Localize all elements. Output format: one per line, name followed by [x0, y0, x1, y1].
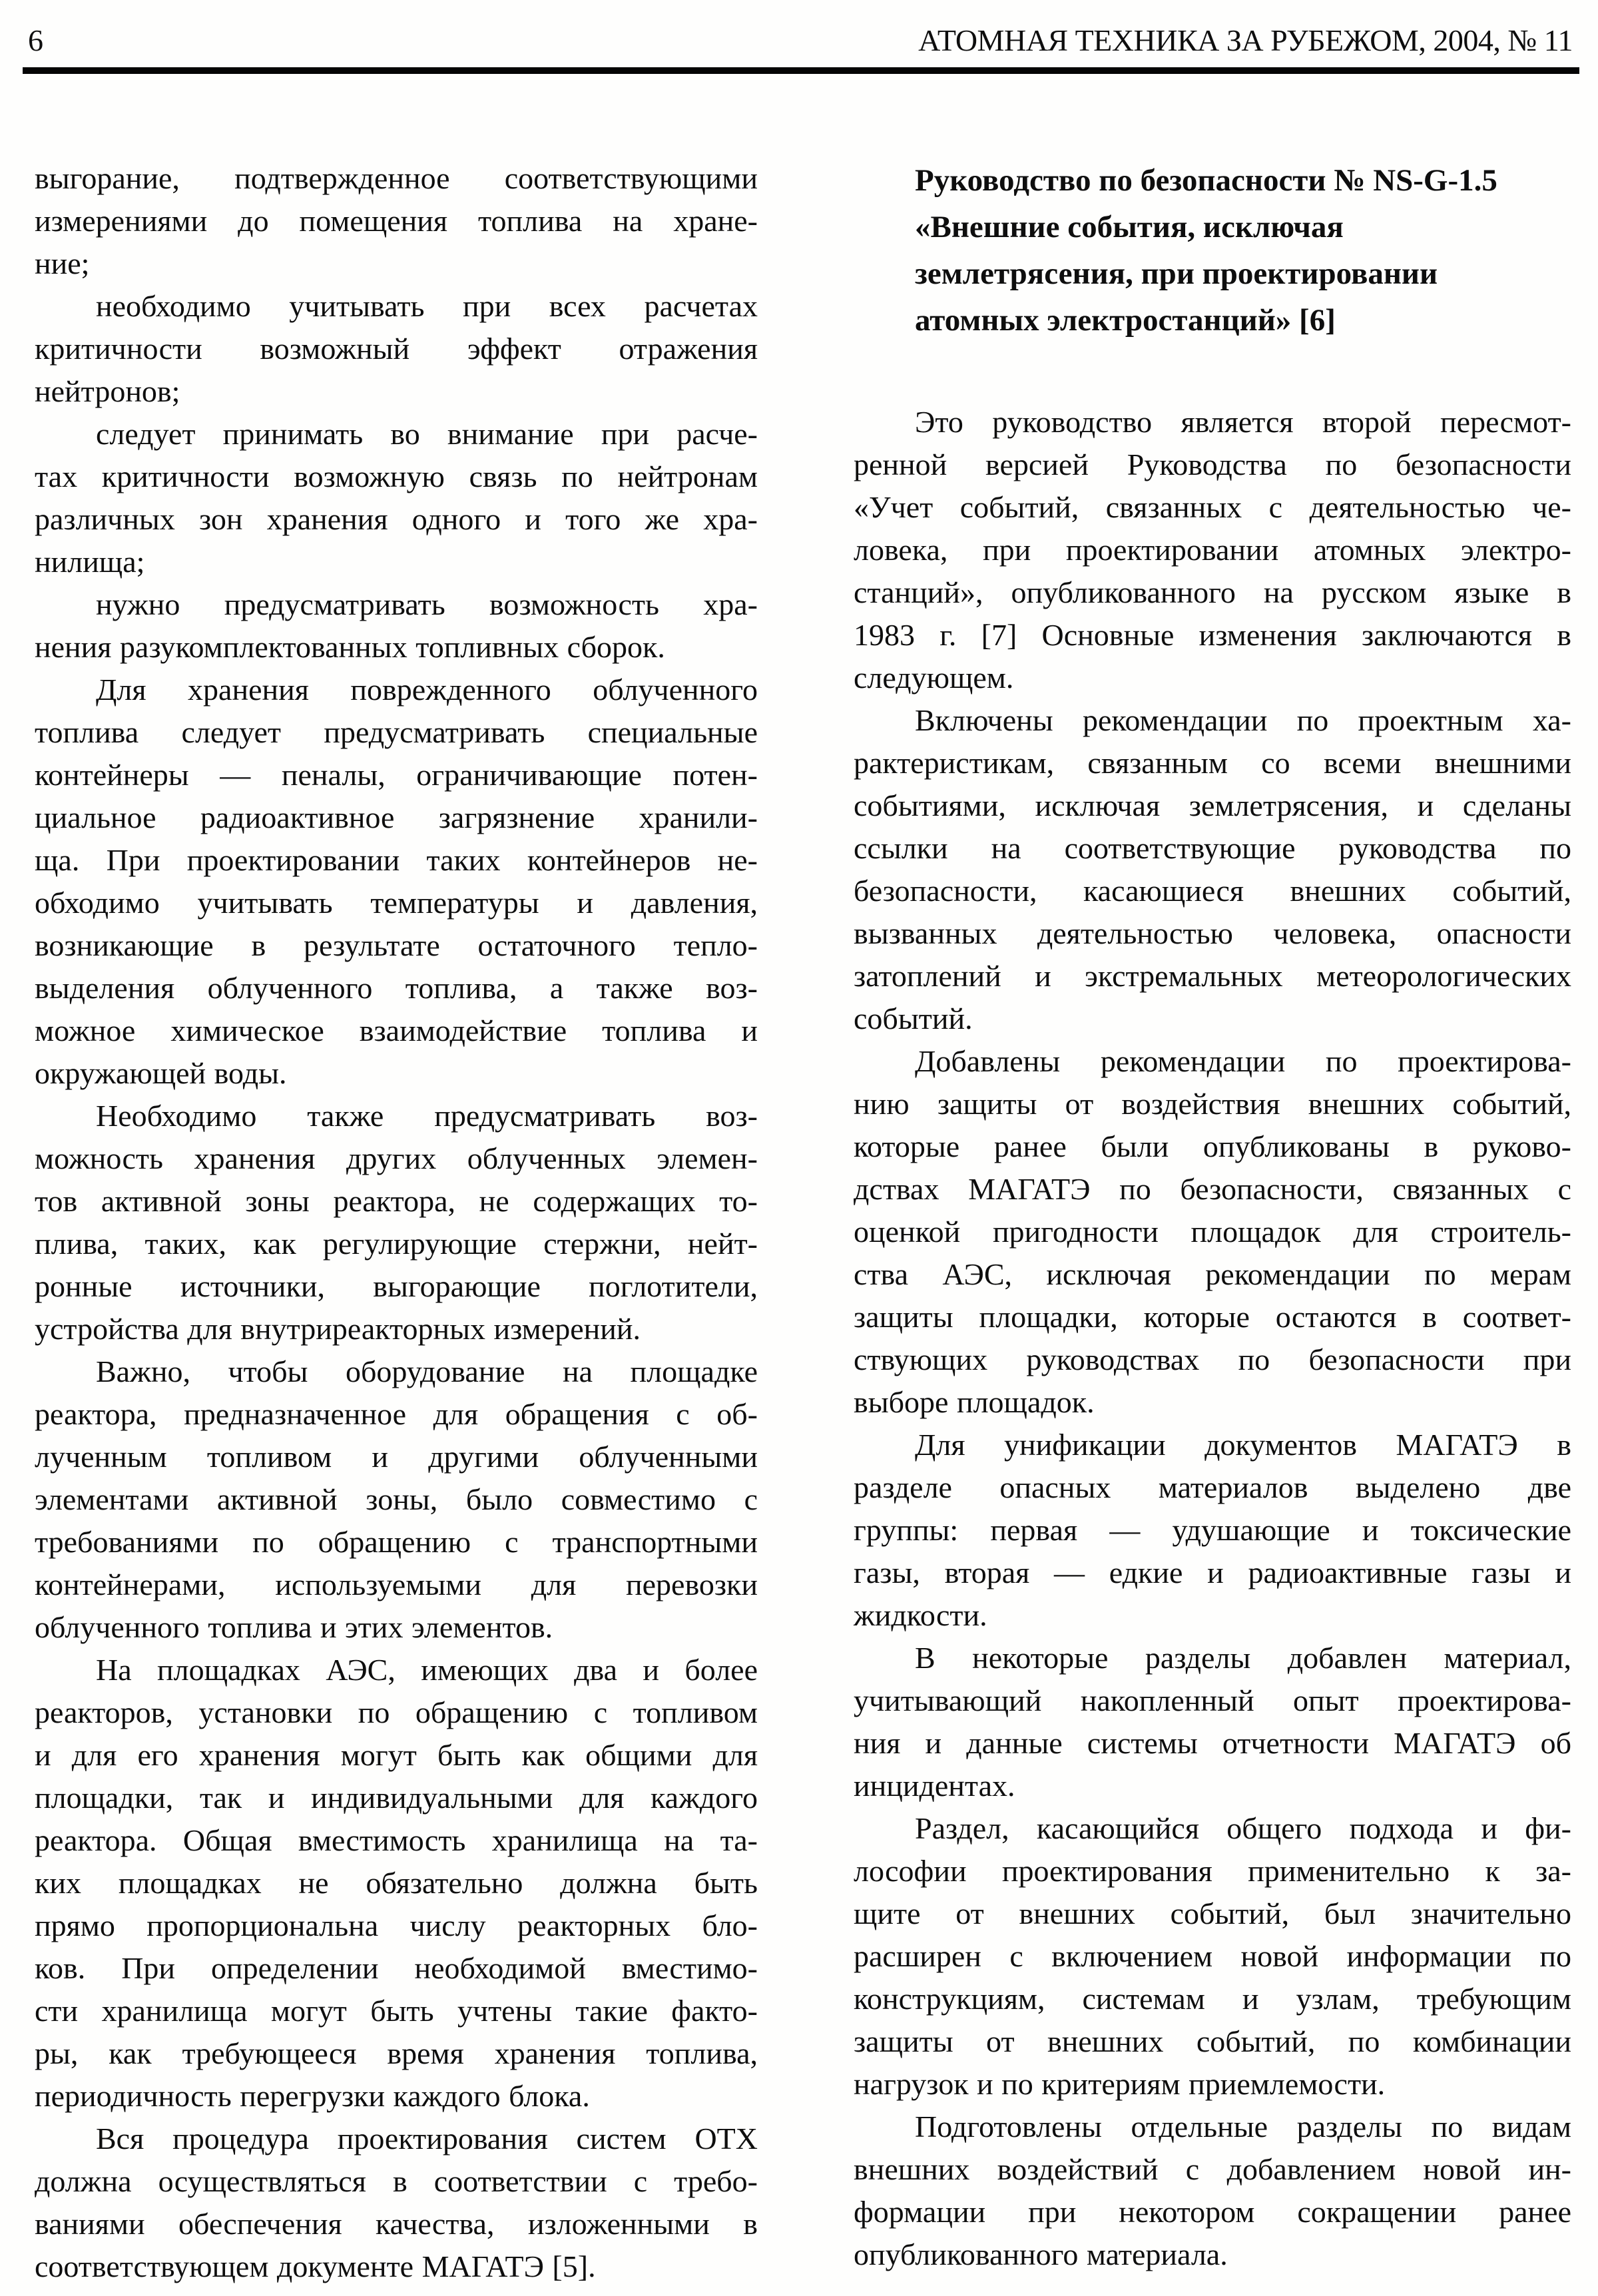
text-line: окружающей воды. — [35, 1056, 287, 1090]
text-line: нилища; — [35, 545, 145, 579]
text-line: Это руководство является второй пересмот- — [915, 405, 1571, 439]
text-line: событий. — [854, 1002, 973, 1035]
text-line: ренной версией Руководства по безопасности — [854, 447, 1571, 481]
text-line: контейнеры — пеналы, ограничивающие потен- — [35, 758, 758, 792]
text-line: обходимо учитывать температуры и давления, — [35, 886, 758, 920]
text-line: затоплений и экстремальных метеорологических — [854, 959, 1571, 993]
text-line: элементами активной зоны, было совместимо с — [35, 1482, 758, 1516]
section-heading-line: землетрясения, при проектировании — [915, 256, 1438, 291]
text-line: лученным топливом и другими облученными — [35, 1440, 758, 1474]
text-line: рактеристикам, связанным со всеми внешними — [854, 746, 1571, 780]
text-line: В некоторые разделы добавлен материал, — [915, 1641, 1571, 1675]
text-line: Подготовлены отдельные разделы по видам — [915, 2110, 1571, 2144]
text-line: оценкой пригодности площадок для строитель- — [854, 1215, 1571, 1249]
text-line: ния и данные системы отчетности МАГАТЭ об — [854, 1726, 1571, 1760]
text-line: Необходимо также предусматривать воз- — [96, 1099, 758, 1133]
text-line: площадки, так и индивидуальными для каждого — [35, 1781, 758, 1815]
text-line: устройства для внутриреакторных измерений. — [35, 1312, 641, 1346]
text-line: Для хранения поврежденного облученного — [96, 673, 758, 707]
text-line: жидкости. — [854, 1598, 987, 1632]
text-line: ваниями обеспечения качества, изложенными в — [35, 2207, 758, 2241]
text-line: ловека, при проектировании атомных электро- — [854, 533, 1571, 567]
text-line: которые ранее были опубликованы в руково- — [854, 1129, 1571, 1163]
paragraph — [35, 157, 758, 285]
text-line: ссылки на соответствующие руководства по — [854, 831, 1571, 865]
text-line: «Учет событий, связанных с деятельностью че- — [854, 490, 1571, 524]
text-line: критичности возможный эффект отражения — [35, 332, 758, 366]
text-line: выгорание, подтвержденное соответствующими — [35, 161, 758, 195]
section-heading-line: Руководство по безопасности № NS-G-1.5 — [915, 163, 1497, 198]
text-line: должна осуществляться в соответствии с требо- — [35, 2164, 758, 2198]
journal-title: АТОМНАЯ ТЕХНИКА ЗА РУБЕЖОМ, 2004, № 11 — [918, 23, 1573, 57]
text-line: следует принимать во внимание при расче- — [96, 417, 758, 451]
text-line: опубликованного материала. — [854, 2237, 1228, 2271]
header-rule — [23, 67, 1579, 74]
section-heading-line: «Внешние события, исключая — [915, 210, 1344, 244]
text-line: Вся процедура проектирования систем ОТХ — [96, 2122, 758, 2155]
text-line: защиты площадки, которые остаются в соответ- — [854, 1300, 1571, 1334]
text-line: тов активной зоны реактора, не содержащих то- — [35, 1184, 758, 1218]
page-number: 6 — [28, 23, 43, 57]
text-line: нения разукомплектованных топливных сборок. — [35, 630, 665, 664]
text-line: дствах МАГАТЭ по безопасности, связанных с — [854, 1172, 1571, 1206]
text-line: сти хранилища могут быть учтены такие факто- — [35, 1994, 758, 2028]
text-line: и для его хранения могут быть как общими для — [35, 1738, 758, 1772]
section-heading-line: атомных электростанций» [6] — [915, 303, 1336, 338]
text-line: следующем. — [854, 661, 1014, 695]
text-line: ства АЭС, исключая рекомендации по мерам — [854, 1257, 1571, 1291]
text-line: циальное радиоактивное загрязнение хранили- — [35, 800, 758, 834]
text-line: контейнерами, используемыми для перевозки — [35, 1568, 758, 1601]
text-line: реактора. Общая вместимость хранилища на та- — [35, 1823, 758, 1857]
text-line: На площадках АЭС, имеющих два и более — [96, 1653, 758, 1687]
text-line: прямо пропорциональна числу реакторных бло- — [35, 1908, 758, 1942]
text-line: соответствующем документе МАГАТЭ [5]. — [35, 2249, 596, 2283]
text-line: требованиями по обращению с транспортными — [35, 1525, 758, 1559]
text-line: можность хранения других облученных элемен- — [35, 1141, 758, 1175]
text-line: топлива следует предусматривать специальные — [35, 715, 758, 749]
paragraph — [854, 699, 1571, 1040]
text-line: ние; — [35, 246, 90, 280]
paragraph — [854, 1424, 1571, 1637]
paragraph — [35, 413, 758, 583]
paragraph — [854, 1637, 1571, 1807]
text-line: нейтронов; — [35, 374, 180, 408]
text-line: выборе площадок. — [854, 1385, 1095, 1419]
text-line: Раздел, касающийся общего подхода и фи- — [915, 1811, 1571, 1845]
text-line: периодичность перегрузки каждого блока. — [35, 2079, 590, 2113]
text-line: ща. При проектировании таких контейнеров не- — [35, 843, 758, 877]
paragraph — [854, 401, 1571, 699]
text-line: тах критичности возможную связь по нейтронам — [35, 459, 758, 493]
text-line: выделения облученного топлива, а также воз- — [35, 971, 758, 1005]
text-line: нагрузок и по критериям приемлемости. — [854, 2067, 1386, 2101]
paragraph — [35, 1350, 758, 1649]
text-line: вызванных деятельностью человека, опасности — [854, 916, 1571, 950]
text-line: группы: первая — удушающие и токсические — [854, 1513, 1571, 1547]
section-heading — [854, 157, 1571, 344]
text-line: расширен с включением новой информации по — [854, 1939, 1571, 1973]
text-line: ких площадках не обязательно должна быть — [35, 1866, 758, 1900]
text-line: щите от внешних событий, был значительно — [854, 1896, 1571, 1930]
text-line: станций», опубликованного на русском языке в — [854, 575, 1571, 609]
text-line: ствующих руководствах по безопасности при — [854, 1342, 1571, 1376]
text-line: формации при некотором сокращении ранее — [854, 2195, 1571, 2229]
text-line: реактора, предназначенное для обращения с об- — [35, 1397, 758, 1431]
text-line: ронные источники, выгорающие поглотители, — [35, 1269, 758, 1303]
text-line: можное химическое взаимодействие топлива и — [35, 1013, 758, 1047]
left-column — [35, 157, 758, 2288]
text-line: нужно предусматривать возможность хра- — [96, 587, 758, 621]
text-line: безопасности, касающиеся внешних событий, — [854, 874, 1571, 908]
text-line: Добавлены рекомендации по проектирова- — [915, 1044, 1571, 1078]
text-line: Включены рекомендации по проектным ха- — [915, 703, 1571, 737]
text-line: разделе опасных материалов выделено две — [854, 1470, 1571, 1504]
page-header — [27, 21, 1573, 64]
paragraph — [35, 1649, 758, 2118]
text-line: лософии проектирования применительно к за- — [854, 1854, 1571, 1888]
text-line: Для унификации документов МАГАТЭ в — [915, 1428, 1571, 1462]
text-line: возникающие в результате остаточного тепло- — [35, 928, 758, 962]
text-line: ры, как требующееся время хранения топлива, — [35, 2036, 758, 2070]
paragraph — [854, 2106, 1571, 2276]
text-line: учитывающий накопленный опыт проектирова- — [854, 1683, 1571, 1717]
text-line: ков. При определении необходимой вместимо- — [35, 1951, 758, 1985]
paragraph — [35, 669, 758, 1095]
text-line: различных зон хранения одного и того же хра- — [35, 502, 758, 536]
text-line: 1983 г. [7] Основные изменения заключаются в — [854, 618, 1571, 652]
paragraph — [854, 1040, 1571, 1424]
paragraph — [35, 2118, 758, 2288]
text-line: инцидентах. — [854, 1769, 1015, 1803]
text-line: событиями, исключая землетрясения, и сделаны — [854, 788, 1571, 822]
text-line: защиты от внешних событий, по комбинации — [854, 2024, 1571, 2058]
text-line: облученного топлива и этих элементов. — [35, 1610, 553, 1644]
text-line: плива, таких, как регулирующие стержни, нейт- — [35, 1227, 758, 1261]
right-column — [854, 157, 1571, 2276]
text-line: конструкциям, системам и узлам, требующим — [854, 1982, 1571, 2016]
text-line: внешних воздействий с добавлением новой ин- — [854, 2152, 1571, 2186]
text-line: необходимо учитывать при всех расчетах — [96, 289, 758, 323]
paragraph — [35, 1095, 758, 1350]
text-line: реакторов, установки по обращению с топливом — [35, 1695, 758, 1729]
text-line: нию защиты от воздействия внешних событий, — [854, 1087, 1571, 1121]
text-line: газы, вторая — едкие и радиоактивные газы и — [854, 1556, 1571, 1589]
paragraph — [35, 285, 758, 413]
paragraph — [854, 1807, 1571, 2106]
text-line: Важно, чтобы оборудование на площадке — [96, 1354, 758, 1388]
text-line: измерениями до помещения топлива на хране- — [35, 204, 758, 238]
paragraph — [35, 583, 758, 669]
